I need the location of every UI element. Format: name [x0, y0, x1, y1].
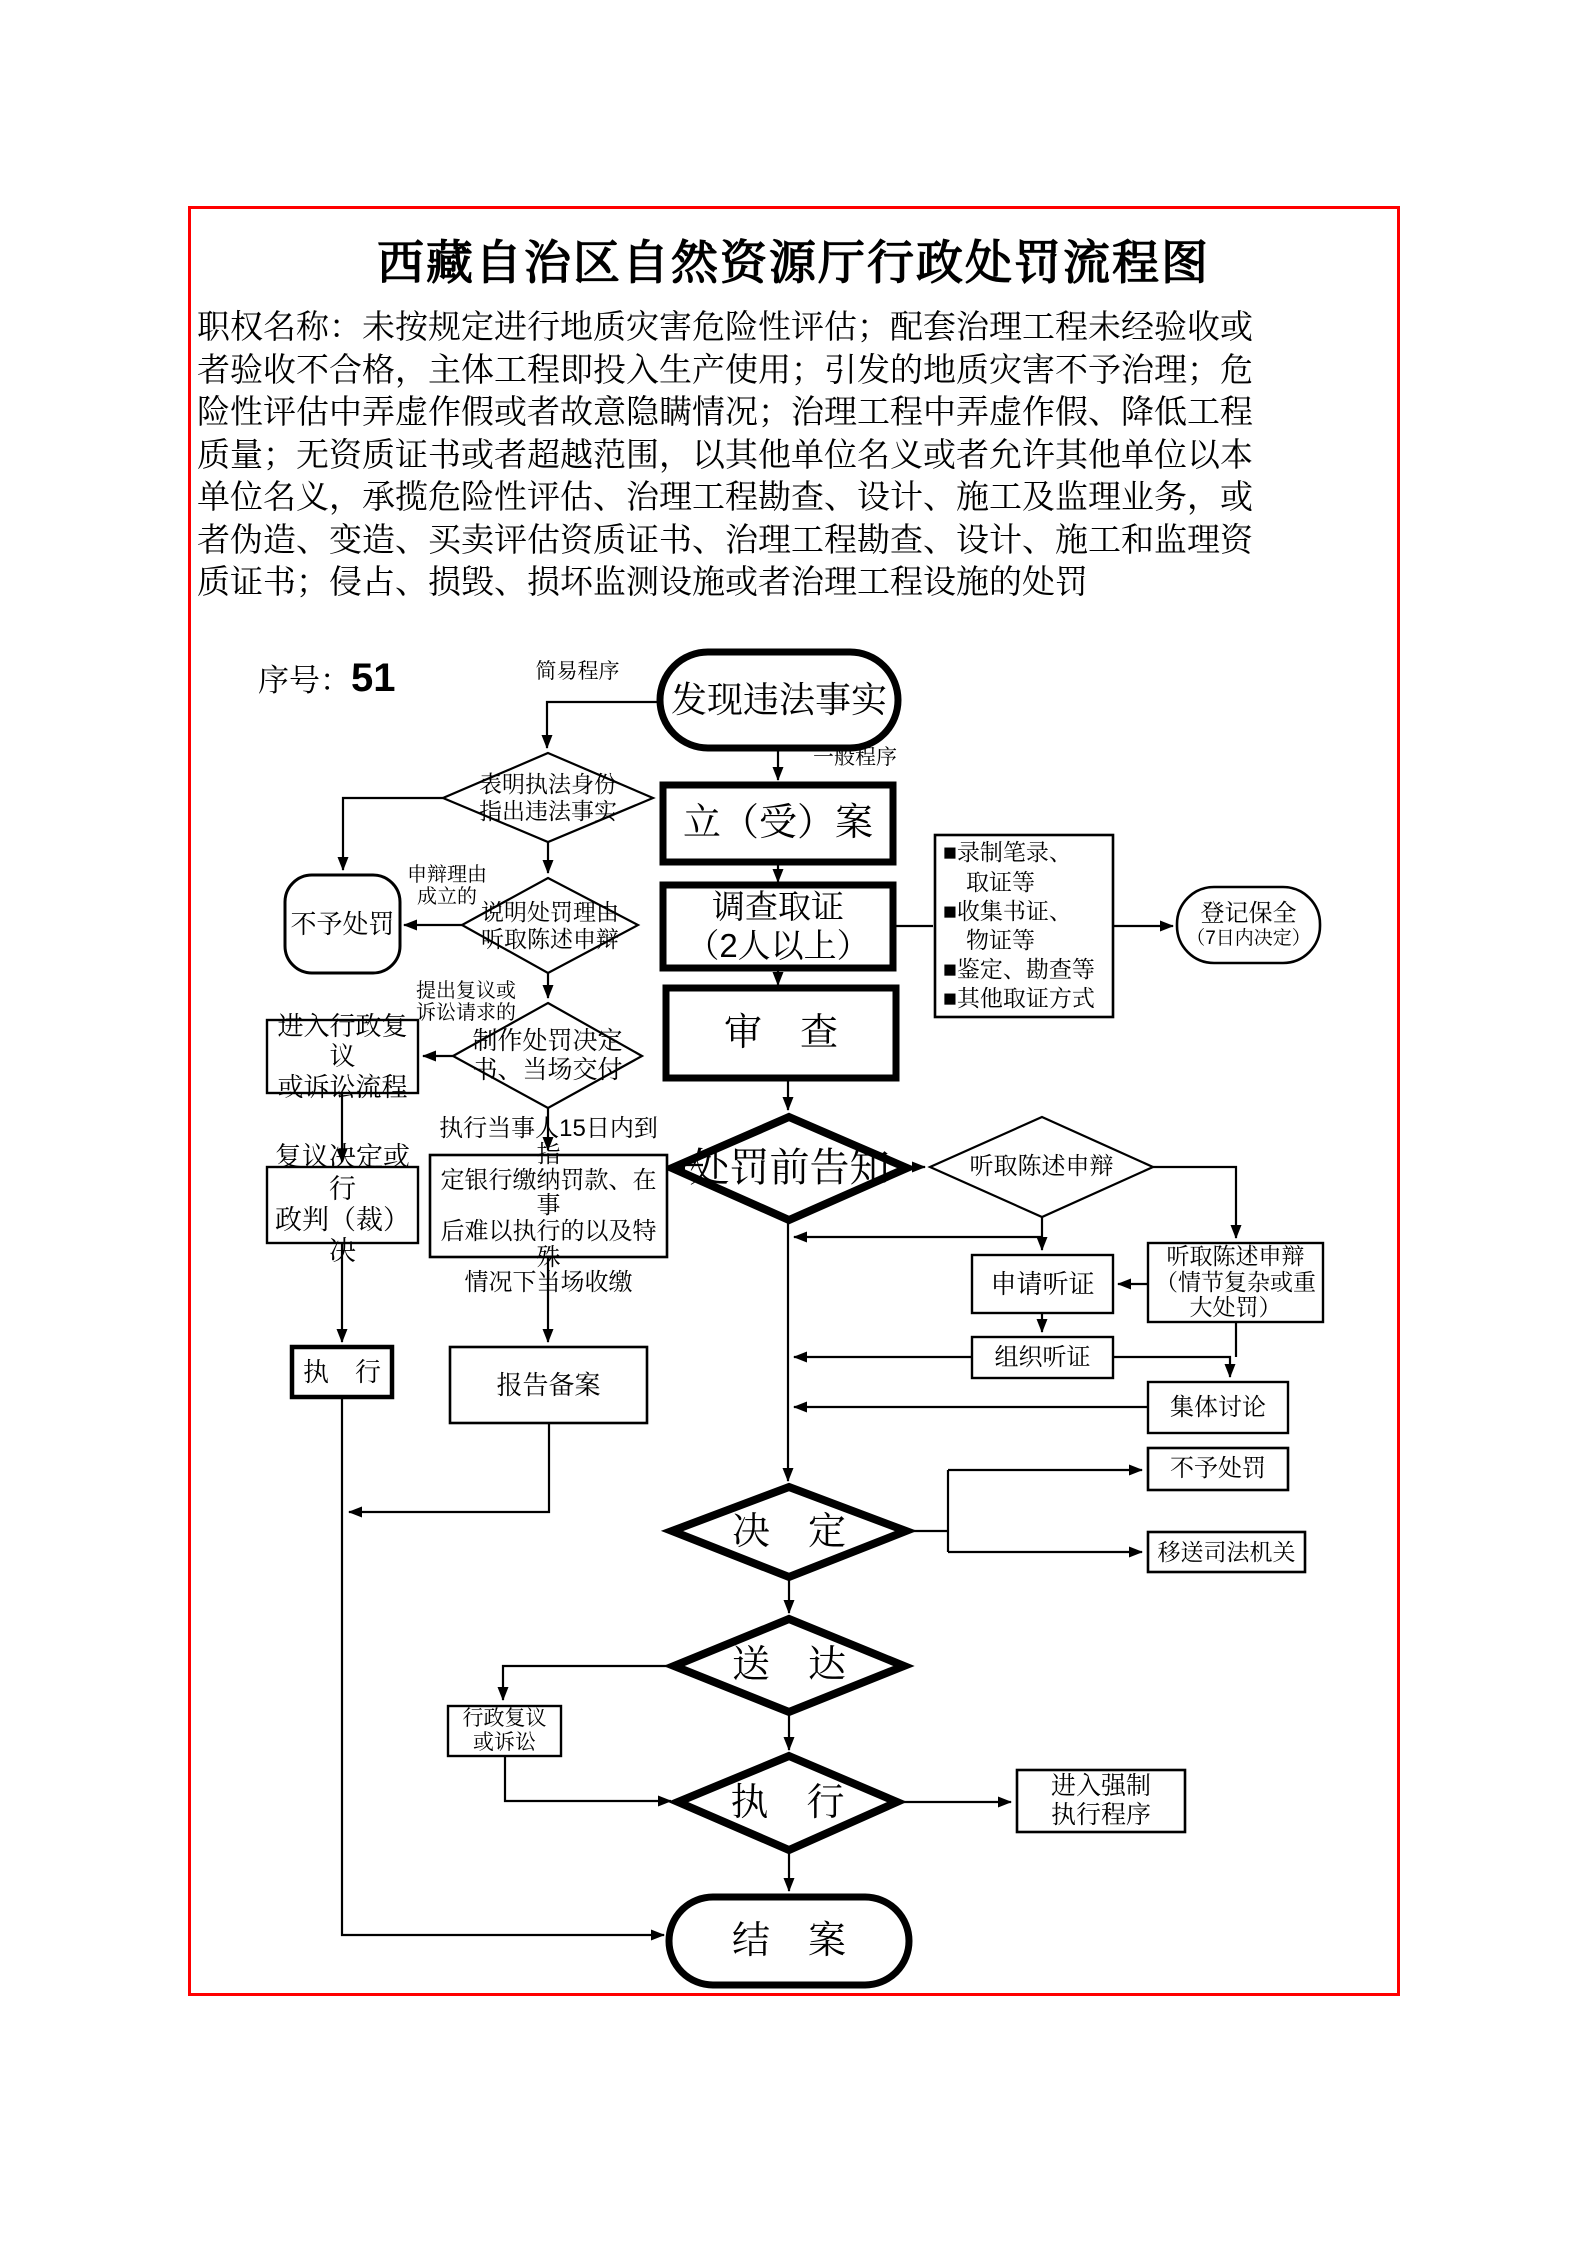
line-decision-branch	[906, 1470, 948, 1552]
node-label: 听取陈述申辩	[1166, 1242, 1305, 1269]
arrow-hear-to-complex	[1153, 1167, 1236, 1238]
edge-label-defense-valid	[396, 864, 498, 909]
page-title: 西藏自治区自然资源厅行政处罚流程图	[377, 236, 1210, 289]
node-label: 调查取证	[712, 888, 844, 926]
description-line: 单位名义，承揽危险性评估、治理工程勘查、设计、施工及监理业务，或	[197, 480, 1253, 516]
node-review	[666, 988, 896, 1078]
node-label: 执 行	[730, 1781, 845, 1824]
node-label: （情节复杂或重	[1155, 1268, 1316, 1295]
node-report-record	[450, 1347, 647, 1423]
node-label: 行政复议	[462, 1706, 547, 1730]
node-execute-box	[292, 1347, 392, 1397]
node-label: 或诉讼	[473, 1731, 536, 1754]
node-label: （2人以上）	[686, 926, 870, 964]
node-label: 表明执法身份	[479, 770, 617, 797]
serial-value: 51	[351, 656, 396, 700]
edge-label-line: 诉讼请求的	[416, 1002, 516, 1025]
serial-label: 序号：	[258, 663, 351, 698]
node-label: 结 案	[731, 1919, 846, 1962]
edge-label-line: 申辩理由	[407, 864, 487, 886]
node-label: 登记保全	[1200, 900, 1297, 928]
node-label: 听取陈述申辩	[969, 1153, 1114, 1181]
node-label: 指出违法事实	[479, 797, 617, 824]
evidence-item: 物证等	[943, 927, 1035, 953]
node-apply-hearing	[972, 1255, 1113, 1313]
arrow-delivery-to-adminreview	[503, 1666, 674, 1700]
node-investigation	[663, 885, 893, 968]
node-label: 执行当事人15日内到指	[439, 1115, 658, 1168]
evidence-item: ■收集书证、	[943, 897, 1072, 924]
node-review-verdict	[267, 1142, 418, 1267]
node-label: 移送司法机关	[1157, 1538, 1296, 1565]
node-label: 书、当场交付	[472, 1055, 623, 1084]
node-label: 送 达	[731, 1644, 846, 1687]
node-label: 复议决定或行	[275, 1142, 410, 1204]
edge-label-request-review	[410, 980, 522, 1025]
arrow-start-to-identify	[547, 702, 660, 748]
node-identify-enforcement	[443, 753, 653, 842]
node-no-penalty	[285, 875, 400, 973]
evidence-item: ■录制笔录、	[943, 839, 1072, 866]
evidence-item: ■其他取证方式	[943, 985, 1095, 1012]
node-label: 制作处罚决定	[472, 1026, 623, 1055]
node-label: 集体讨论	[1170, 1393, 1266, 1421]
evidence-item: 取证等	[943, 868, 1035, 895]
node-label: 定银行缴纳罚款、在事	[440, 1166, 657, 1220]
evidence-item: ■鉴定、勘查等	[943, 956, 1095, 983]
node-label: 发现违法事实	[670, 679, 887, 721]
node-label: 进入强制	[1050, 1772, 1151, 1800]
arrow-organize-to-collective	[1113, 1357, 1230, 1377]
node-label: 说明处罚理由	[481, 898, 619, 925]
description-line: 职权名称：未按规定进行地质灾害危险性评估；配套治理工程未经验收或	[197, 310, 1253, 346]
node-label: （7日内决定）	[1186, 927, 1311, 949]
node-label: 情况下当场收缴	[464, 1269, 633, 1297]
arrow-identify-to-nopenalty	[343, 798, 443, 870]
node-compulsory-execution	[1017, 1770, 1185, 1832]
node-pay-fine	[430, 1115, 667, 1297]
node-label: 报告备案	[496, 1369, 601, 1400]
edge-label-simple-procedure: 简易程序	[535, 660, 620, 683]
edge-label-line: 成立的	[417, 886, 477, 909]
node-evidence-methods	[935, 835, 1113, 1017]
node-label: 后难以执行的以及特殊	[440, 1217, 657, 1271]
node-label: 处罚前告知	[689, 1146, 890, 1191]
arrow-adminreview-to-execution	[505, 1756, 671, 1801]
node-label: 不予处罚	[290, 908, 395, 939]
node-delivery	[674, 1619, 904, 1712]
node-label: 听取陈述申辩	[481, 925, 619, 952]
edge-label-general-procedure: 一般程序	[813, 746, 897, 769]
node-discover-illegal-facts	[660, 652, 898, 748]
node-execution	[678, 1756, 897, 1850]
node-collective-discussion	[1148, 1382, 1288, 1433]
node-label: 不予处罚	[1170, 1455, 1266, 1483]
node-admin-review-litigation	[448, 1706, 561, 1756]
node-label: 或诉讼流程	[277, 1071, 408, 1102]
description-line: 质证书；侵占、损毁、损坏监测设施或者治理工程设施的处罚	[197, 565, 1088, 601]
node-close-case	[669, 1897, 909, 1985]
description-line: 者验收不合格，主体工程即投入生产使用；引发的地质灾害不予治理；危	[197, 352, 1253, 389]
description-line: 险性评估中弄虚作假或者故意隐瞒情况；治理工程中弄虚作假、降低工程	[197, 395, 1253, 431]
arrow-report-to-mainline	[349, 1423, 549, 1512]
node-transfer-judicial	[1148, 1532, 1305, 1572]
node-label: 执 行	[302, 1356, 381, 1387]
node-decision	[672, 1487, 906, 1577]
node-label: 申请听证	[990, 1268, 1095, 1299]
node-pre-penalty-notice	[672, 1117, 907, 1220]
node-label: 审 查	[723, 1011, 838, 1054]
node-label: 执行程序	[1050, 1801, 1151, 1829]
edge-label-line: 提出复议或	[416, 980, 516, 1002]
node-label: 立（受）案	[682, 802, 873, 845]
node-no-penalty-final	[1148, 1448, 1288, 1490]
node-hear-statement-complex	[1148, 1243, 1323, 1322]
node-label: 大处罚）	[1189, 1294, 1282, 1321]
node-case-filing	[663, 785, 893, 862]
node-enter-review-litigation	[267, 1011, 418, 1102]
node-label: 决 定	[731, 1510, 846, 1553]
node-label: 组织听证	[994, 1343, 1091, 1371]
node-label: 进入行政复议	[277, 1011, 408, 1072]
node-hear-statement	[930, 1117, 1153, 1217]
node-label: 政判（裁）决	[275, 1205, 410, 1267]
node-register-preserve	[1177, 887, 1320, 963]
description-line: 者伪造、变造、买卖评估资质证书、治理工程勘查、设计、施工和监理资	[197, 522, 1253, 559]
description-line: 质量；无资质证书或者超越范围，以其他单位名义或者允许其他单位以本	[197, 437, 1253, 474]
node-organize-hearing	[972, 1337, 1113, 1378]
